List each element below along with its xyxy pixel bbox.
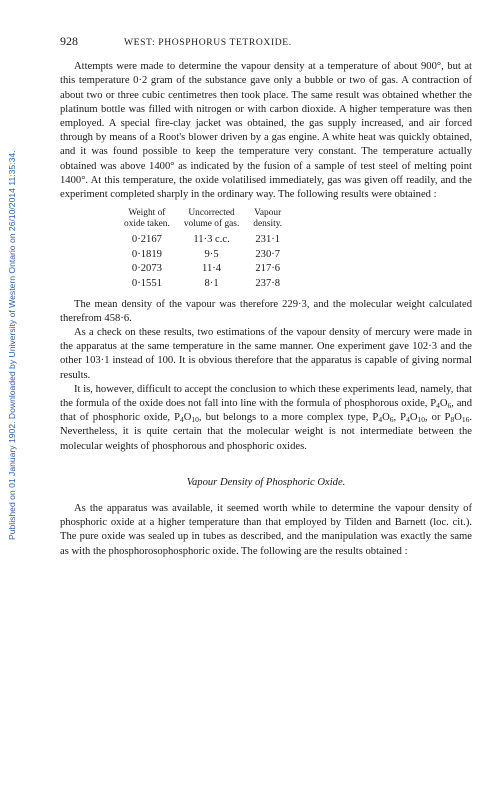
column-header-density: Vapour density.: [253, 208, 283, 230]
formula-complex-type: $P_4O_6$, $P_4O_{10}$: [372, 412, 425, 425]
table-cell: 9·5: [204, 248, 219, 260]
column-header-weight: Weight of oxide taken.: [124, 208, 170, 230]
table-row: [124, 277, 296, 292]
table-header-row: [124, 208, 296, 233]
running-head: WEST: PHOSPHORUS TETROXIDE.: [124, 37, 292, 48]
table-cell: 0·1551: [131, 278, 162, 290]
table-cell: 11·4: [202, 263, 222, 275]
table-cell: 0·2073: [131, 263, 162, 275]
table-row: [124, 248, 296, 263]
formula-phosphoric-oxide: $P_4O_{10}$: [174, 412, 199, 425]
table-cell: 8·1: [204, 278, 219, 290]
section-title: Vapour Density of Phosphoric Oxide.: [186, 476, 346, 488]
page-number: 928: [60, 34, 78, 48]
column-header-volume: Uncorrected volume of gas.: [183, 208, 240, 230]
formula-dimer: $P_8O_{16}$: [444, 412, 470, 425]
table-cell: 217·6: [255, 263, 281, 275]
table-cell: 11·3 c.c.: [193, 234, 230, 246]
table-cell: 237·8: [255, 278, 281, 290]
paragraph-2: The mean density of the vapour was therefore 229·3, and the molecular weight calculated therefrom 458·6.: [60, 298, 472, 324]
table-cell: 231·1: [255, 234, 281, 246]
paragraph-5: As the apparatus was available, it seemed worth while to determine the vapour density of phosphoric oxide at a higher temperature than that employed by Tilden and Barnett (loc. cit.). The pure oxide was sealed up in tubes as described, and the manipulation was exactly the same as with the phosphorosophosphoric oxide. The following are the results obtained :: [60, 503, 472, 557]
paragraph-1: Attempts were made to determine the vapour density at a temperature of about 900°, but at this temperature 0·2 gram of the substance gave only a bubble or two of gas. A contraction of about two or three cubic centimetres then took place. The same result was obtained whether the platinum bottle was filled with nitrogen or with carbon dioxide. A higher temperature was then employed. A special fire-clay jacket was obtained, the gas supply increased, and air forced through by means of a Root's blower driven by a gas engine. A white heat was quickly obtained, and it was found possible to keep the temperature very constant. The temperature actually obtained was above 1400° as indicated by the fusion of a sample of test steel of melting point 1400°. At this temperature, the oxide volatilised immediately, gas was given off readily, and the experiment completed sharply in the ordinary way. The following results were obtained :: [60, 61, 472, 201]
formula-phosphorous-oxide: $P_4O_6$: [430, 398, 452, 411]
results-table: [124, 208, 296, 291]
download-notice: Published on 01 January 1902. Downloaded by University of Western Ontario on 26/10/2014 11:35:34.: [7, 150, 17, 540]
paragraph-4: It is, however, difficult to accept the conclusion to which these experiments lead, namely, that the formula of the oxide does not fall into line with the formula of phosphorous oxide, $P_4O_6$, and that of phosphoric oxide, $P_4O_{10}$, but belongs to a more complex type, $P_4O_6$, $P_4O_{10}$, or $P_8O_{16}$. Nevertheless, it is quite certain that the molecular weight is not intermediate between the molecular weights of phosphorous and phosphoric oxides.: [60, 383, 473, 452]
page-header: [60, 34, 472, 50]
table-cell: 230·7: [255, 248, 281, 260]
table-row: [124, 233, 296, 248]
table-cell: 0·1819: [131, 248, 162, 260]
paragraph-3: As a check on these results, two estimations of the vapour density of mercury were made in the apparatus at the same temperature in the same manner. One experiment gave 102·3 and the other 103·1 instead of 100. It is obvious therefore that the apparatus is capable of giving normal results.: [60, 327, 472, 381]
table-row: [124, 262, 296, 277]
table-cell: 0·2167: [131, 234, 162, 246]
document-page: [60, 34, 472, 559]
